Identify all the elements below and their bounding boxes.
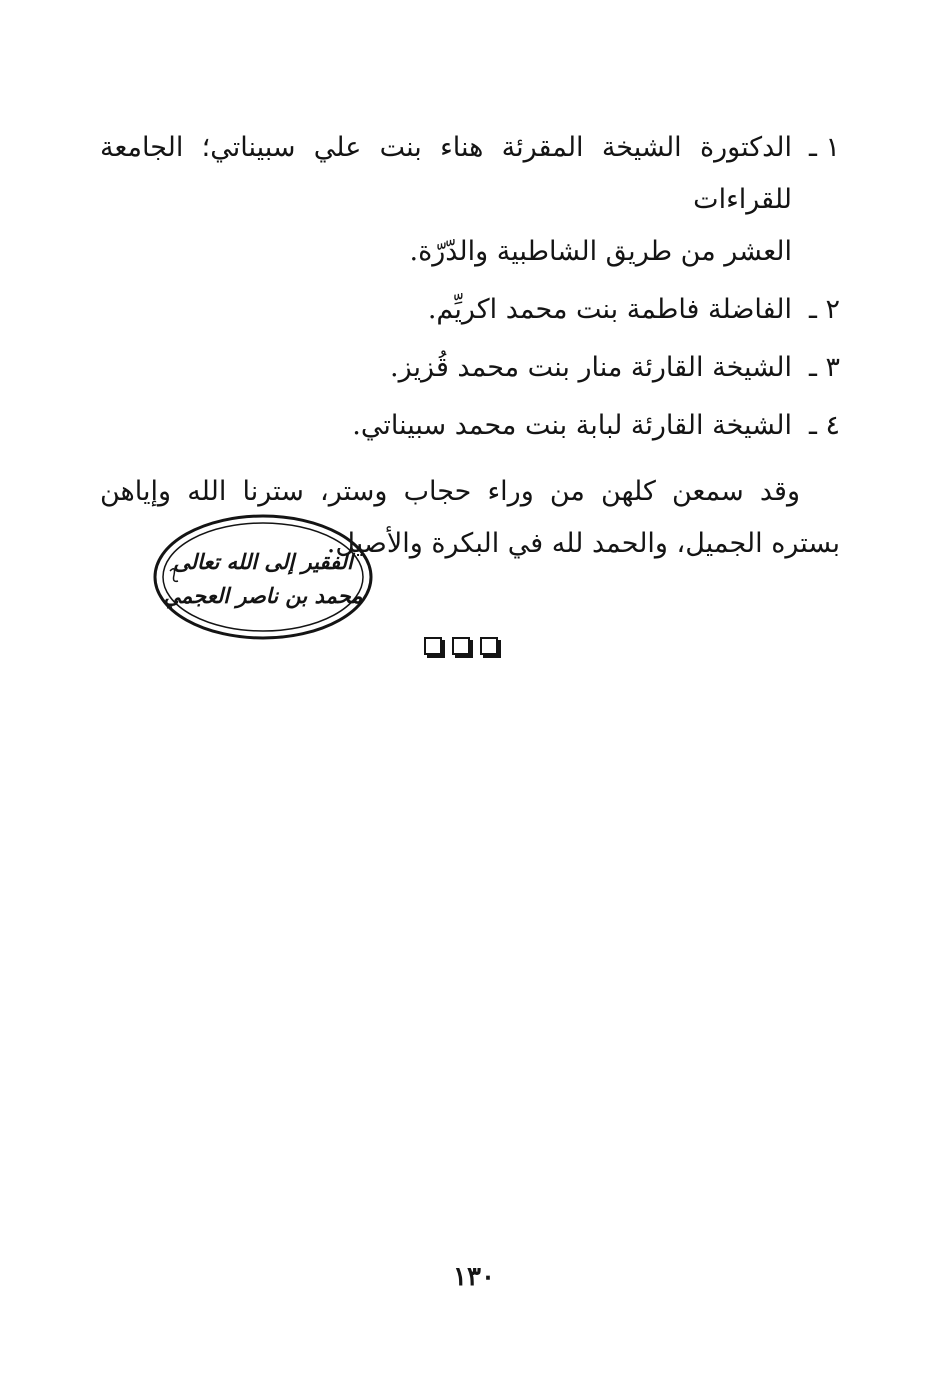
list-item-number: ١ ـ [808, 132, 840, 163]
list-item-number: ٤ ـ [808, 410, 840, 441]
list-item-1 [100, 122, 840, 278]
signature-seal [152, 513, 374, 641]
list-item-2 [100, 284, 840, 336]
closing-paragraph: وقد سمعن كلهن من وراء حجاب وستر، سترنا الله وإياهن بستره الجميل، والحمد لله في البكرة والأصيل. [100, 476, 840, 559]
list-item-number: ٢ ـ [808, 294, 840, 325]
list-item-text: الفاضلة فاطمة بنت محمد اكريِّم. [427, 294, 792, 325]
square-icon [480, 637, 498, 655]
list-item-text: الشيخة القارئة لبابة بنت محمد سبيناتي. [352, 410, 792, 441]
list-item-text: الشيخة القارئة منار بنت محمد قُزيز. [390, 352, 792, 383]
list-item-text-continued: العشر من طريق الشاطبية والدّرّة. [409, 236, 792, 267]
page-number: ١٣٠ [453, 1262, 495, 1292]
list-item-4 [100, 400, 840, 452]
seal-line-2: محمد بن ناصر العجمي [163, 584, 363, 608]
list-item-3 [100, 342, 840, 394]
list-item-number: ٣ ـ [808, 352, 840, 383]
section-end-marks [424, 637, 516, 661]
list-item-text: الدكتورة الشيخة المقرئة هناء بنت علي سبيناتي؛ الجامعة للقراءات [100, 132, 792, 215]
square-icon [452, 637, 470, 655]
square-icon [424, 637, 442, 655]
seal-line-1: الفقير إلى الله تعالى [173, 550, 353, 574]
text-body [100, 122, 840, 570]
